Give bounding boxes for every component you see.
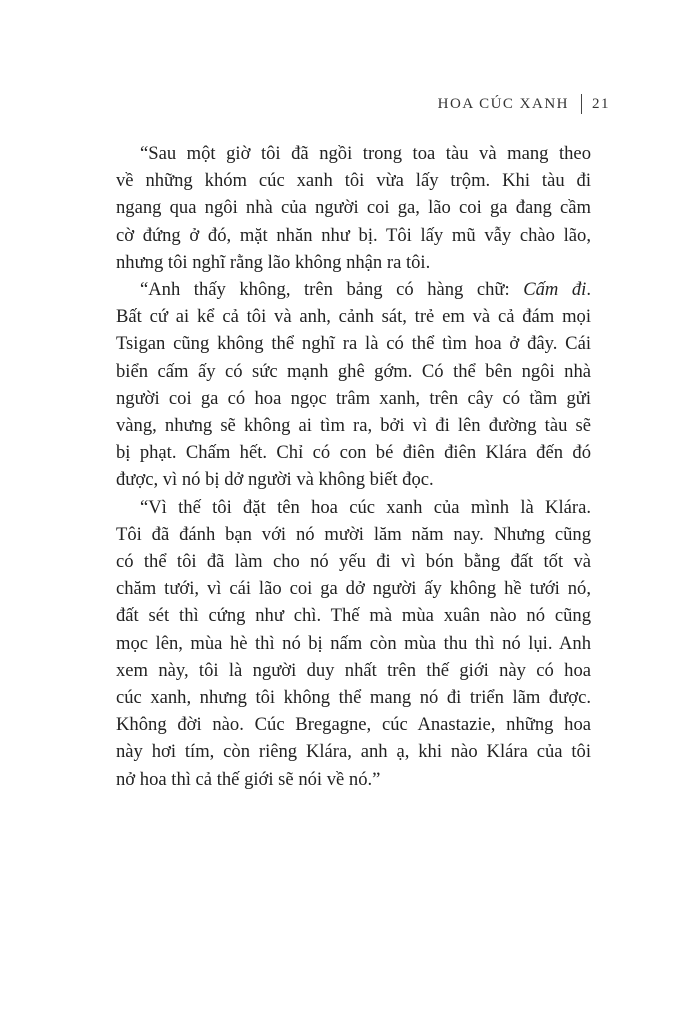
text-line: đất sét thì cứng như chì. Thế mà mùa xuân nào nó cũng <box>116 605 591 627</box>
text-segment: . <box>586 279 591 301</box>
chapter-title: HOA CÚC XANH <box>437 95 569 112</box>
text-line: bị phạt. Chấm hết. Chỉ có con bé điên điên Klára đến đó <box>116 442 591 464</box>
text-line: Tsigan cũng không thể nghĩ ra là có thể tìm hoa ở đây. Cái <box>116 333 591 355</box>
text-line <box>116 276 591 303</box>
text-line: “Vì thế tôi đặt tên hoa cúc xanh của mình là Klára. <box>140 496 591 518</box>
text-line: nở hoa thì cả thế giới sẽ nói về nó.” <box>116 768 381 790</box>
text-line: mọc lên, mùa hè thì nó bị nấm còn mùa thu thì nó lụi. Anh <box>116 632 591 654</box>
text-segment: “Anh thấy không, trên bảng có hàng chữ: <box>140 279 524 301</box>
text-line: nhưng tôi nghĩ rằng lão không nhận ra tôi. <box>116 251 431 273</box>
running-header <box>438 94 610 114</box>
text-line: vàng, nhưng sẽ không ai tìm ra, bởi vì đi lên đường tàu sẽ <box>116 415 591 437</box>
page-number: 21 <box>592 95 610 112</box>
text-line: có thể tôi đã làm cho nó yếu đi vì bón bằng đất tốt và <box>116 551 591 573</box>
text-line: ngang qua ngôi nhà của người coi ga, lão coi ga đang cầm <box>116 197 591 219</box>
text-line: được, vì nó bị dở người và không biết đọc. <box>116 469 434 491</box>
paragraph-1 <box>116 140 591 276</box>
paragraph-3 <box>116 494 591 793</box>
text-line: chăm tưới, vì cái lão coi ga dở người ấy không hề tưới nó, <box>116 578 591 600</box>
text-line: cúc xanh, nhưng tôi không thể mang nó đi triển lãm được. <box>116 687 591 709</box>
body-text <box>116 140 591 793</box>
text-line: Bất cứ ai kể cả tôi và anh, cảnh sát, trẻ em và cả đám mọi <box>116 306 591 328</box>
text-line: về những khóm cúc xanh tôi vừa lấy trộm. Khi tàu đi <box>116 170 591 192</box>
text-line: xem này, tôi là người duy nhất trên thế giới này có hoa <box>116 659 591 681</box>
paragraph-2 <box>116 276 591 494</box>
text-line: Không đời nào. Cúc Bregagne, cúc Anastazie, những hoa <box>116 714 591 736</box>
text-line: Tôi đã đánh bạn với nó mười lăm năm nay. Nhưng cũng <box>116 523 591 545</box>
text-line: người coi ga có hoa ngọc trâm xanh, trên cây có tầm gửi <box>116 387 591 409</box>
text-line: cờ đứng ở đó, mặt nhăn như bị. Tôi lấy mũ vẫy chào lão, <box>116 224 591 246</box>
text-line: “Sau một giờ tôi đã ngồi trong toa tàu và mang theo <box>140 143 591 164</box>
italic-sign-text: Cấm đi <box>523 279 587 301</box>
text-line: này hơi tím, còn riêng Klára, anh ạ, khi nào Klára của tôi <box>116 741 591 763</box>
header-separator <box>581 94 582 114</box>
text-line: biển cấm ấy có sức mạnh ghê gớm. Có thể bên ngôi nhà <box>116 360 591 382</box>
